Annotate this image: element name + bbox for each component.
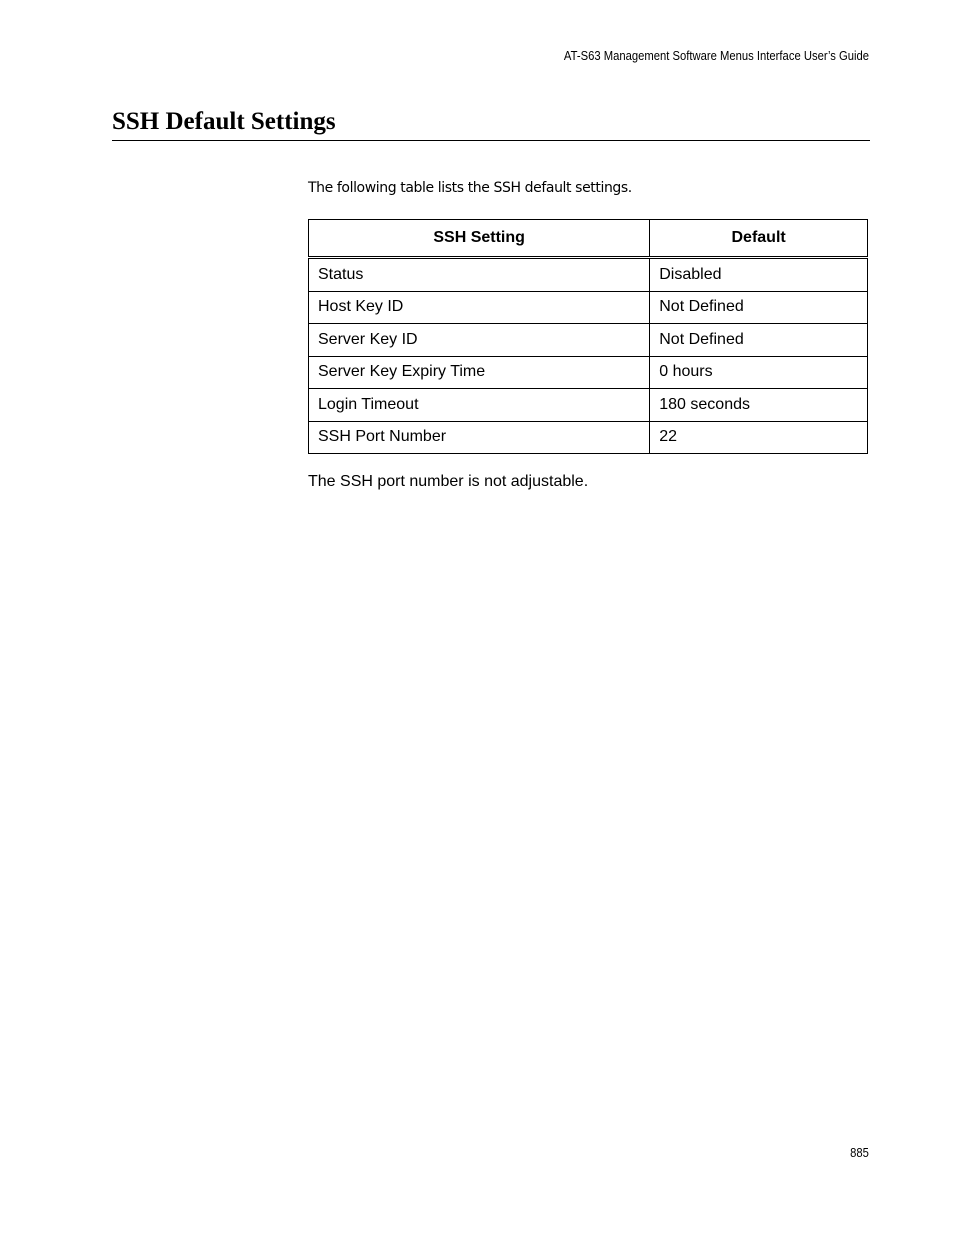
page-number: 885	[850, 1146, 869, 1160]
default-cell: Disabled	[650, 258, 868, 292]
running-header: AT-S63 Management Software Menus Interface User’s Guide	[563, 49, 869, 63]
setting-cell: Status	[309, 258, 650, 292]
setting-cell: Server Key ID	[309, 324, 650, 357]
default-cell: 22	[650, 421, 868, 454]
table-row	[309, 421, 868, 454]
setting-cell: Login Timeout	[309, 389, 650, 422]
table-row	[309, 291, 868, 324]
default-cell: Not Defined	[650, 324, 868, 357]
default-cell: 0 hours	[650, 356, 868, 389]
column-header-ssh-setting: SSH Setting	[309, 220, 650, 258]
table-row	[309, 324, 868, 357]
table-row	[309, 389, 868, 422]
default-cell: Not Defined	[650, 291, 868, 324]
default-cell: 180 seconds	[650, 389, 868, 422]
intro-text: The following table lists the SSH default settings.	[308, 180, 632, 196]
column-header-default: Default	[650, 220, 868, 258]
title-rule	[112, 140, 870, 141]
section-title: SSH Default Settings	[112, 108, 336, 135]
setting-cell: SSH Port Number	[309, 421, 650, 454]
table-row	[309, 258, 868, 292]
table-row	[309, 356, 868, 389]
note-text: The SSH port number is not adjustable.	[308, 473, 589, 490]
setting-cell: Host Key ID	[309, 291, 650, 324]
table-header-row	[309, 220, 868, 258]
ssh-defaults-table	[308, 219, 868, 454]
setting-cell: Server Key Expiry Time	[309, 356, 650, 389]
